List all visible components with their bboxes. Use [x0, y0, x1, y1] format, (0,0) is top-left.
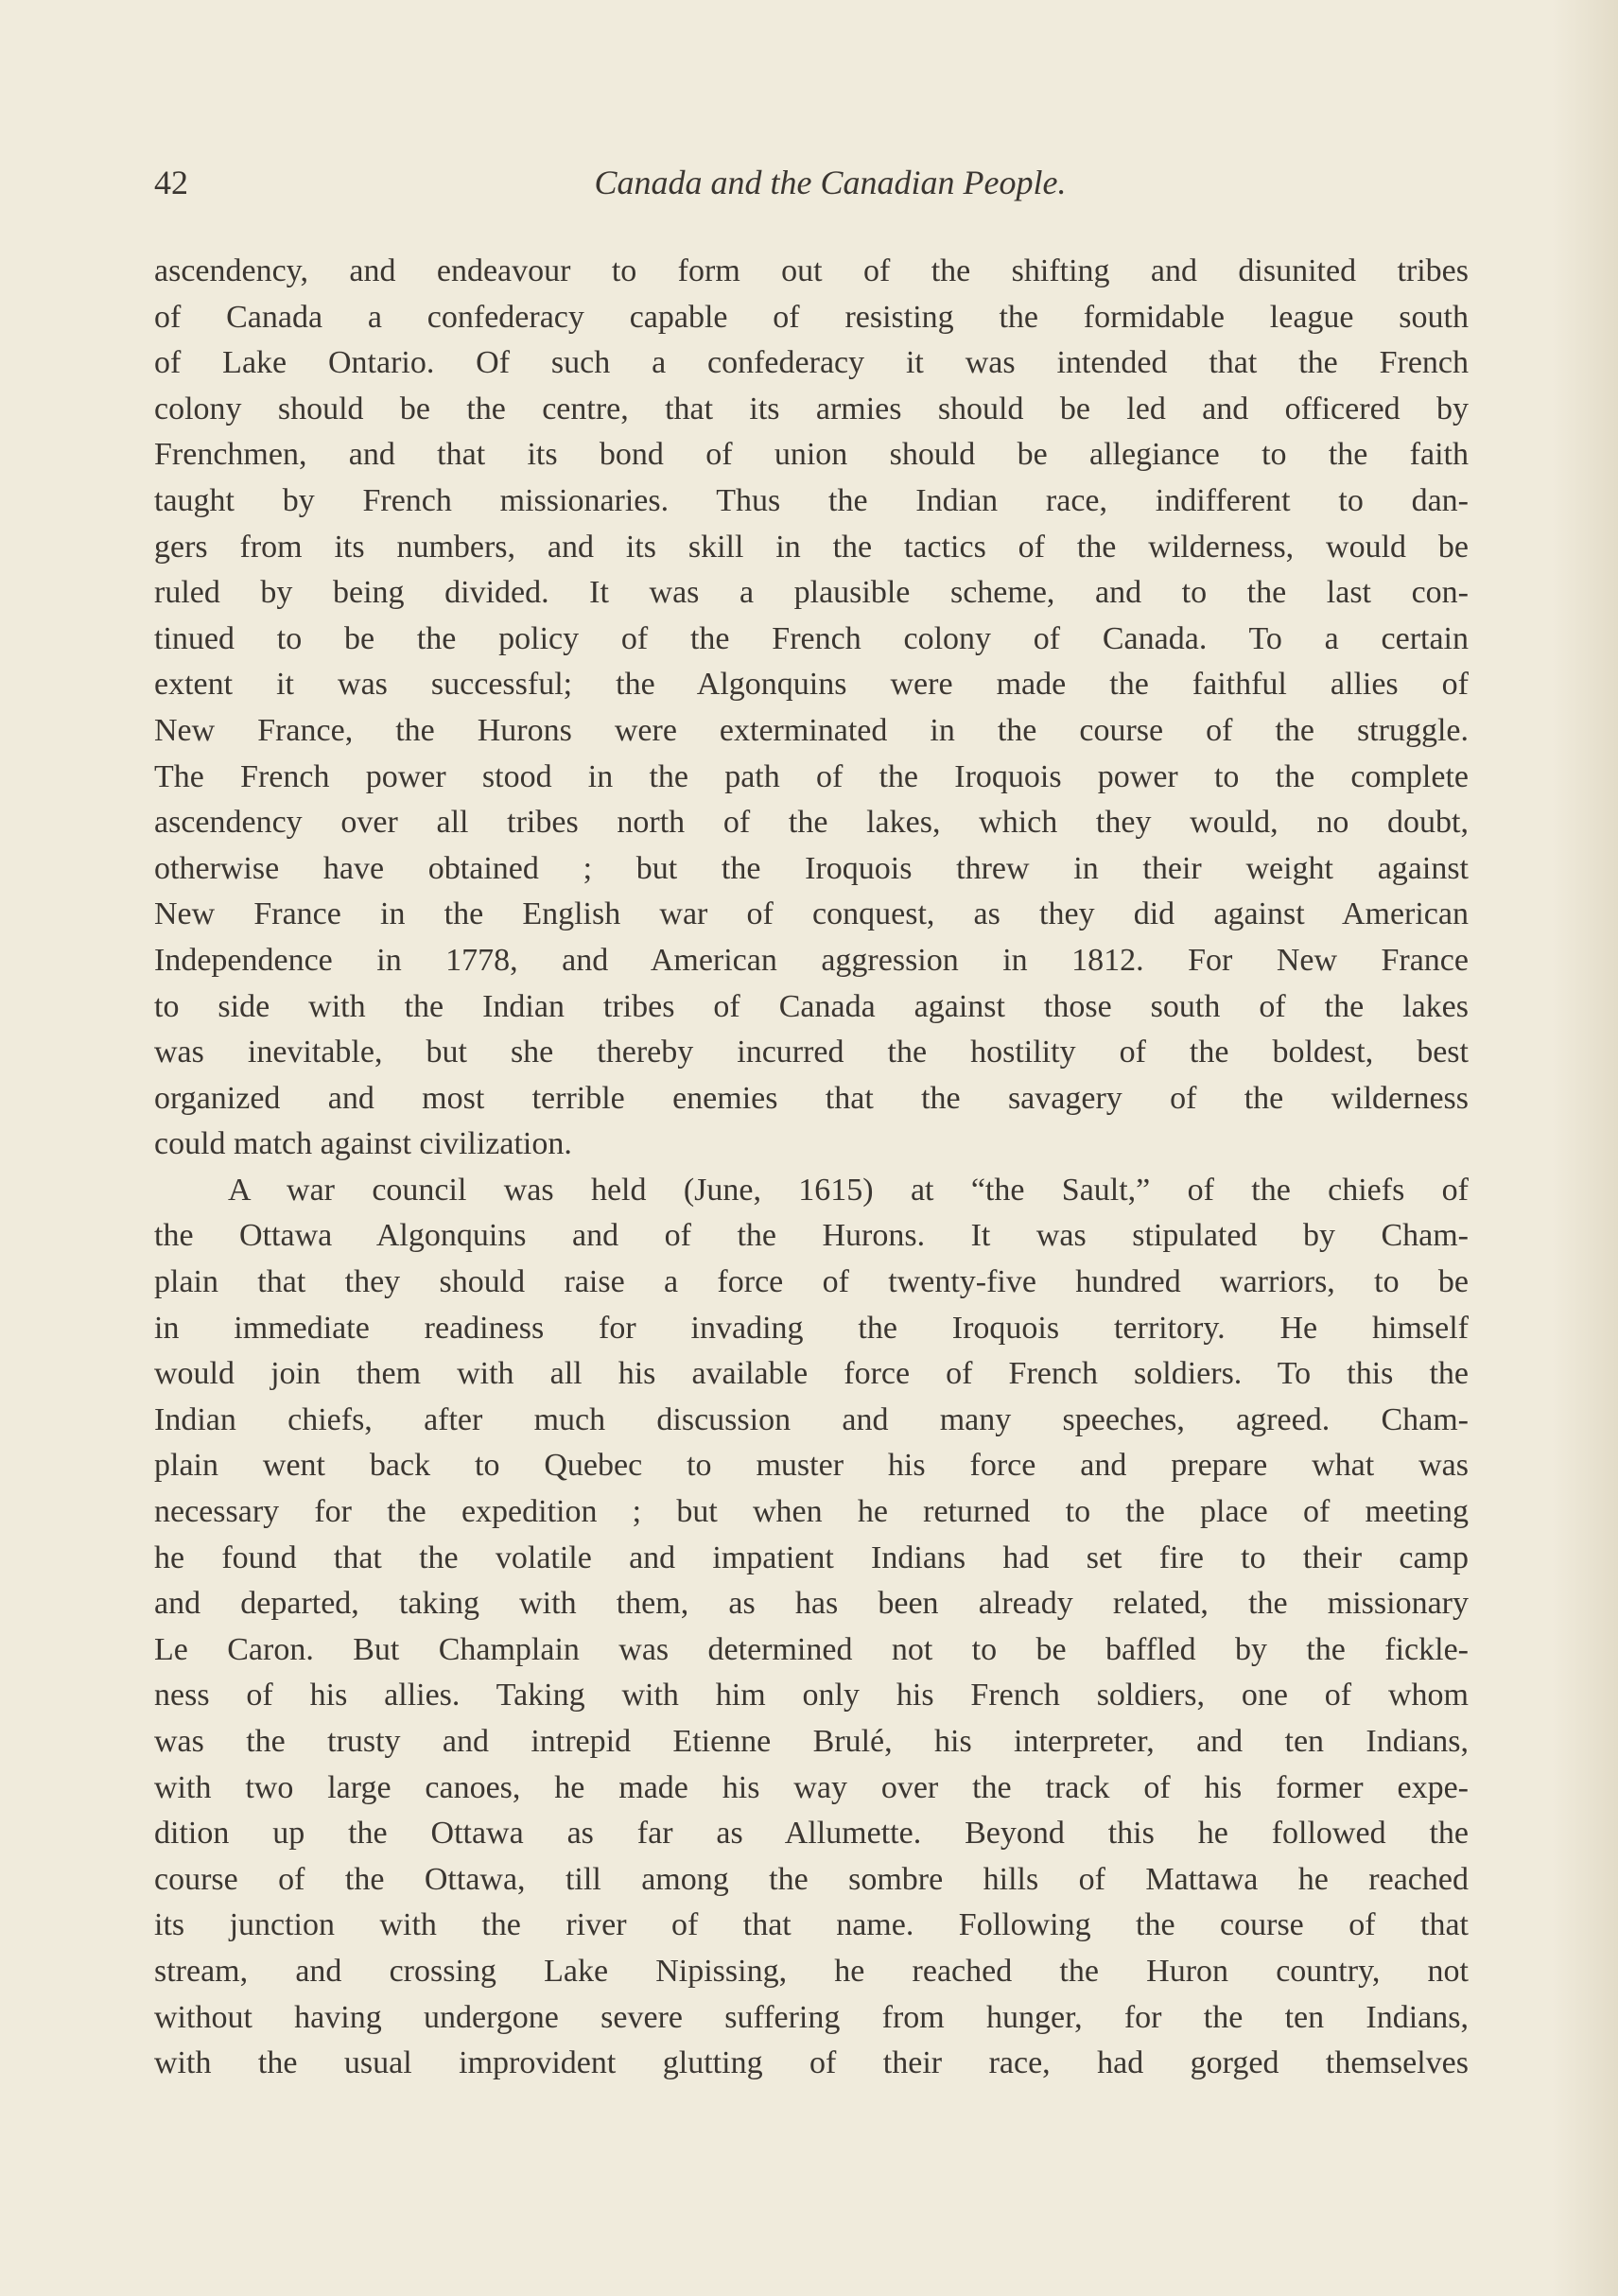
text-line: necessary for the expedition ; but when he returned to the place of meeting — [154, 1494, 1469, 1530]
text-line: with two large canoes, he made his way over the track of his former expe- — [154, 1769, 1469, 1805]
text-line: of Lake Ontario. Of such a confederacy it was intended that the French — [154, 345, 1469, 381]
text-line: the Ottawa Algonquins and of the Hurons. It was stipulated by Cham- — [154, 1218, 1469, 1254]
text-line: and departed, taking with them, as has been already related, the missionary — [154, 1586, 1469, 1622]
text-line: Independence in 1778, and American aggression in 1812. For New France — [154, 942, 1469, 978]
text-line: New France in the English war of conquest, as they did against American — [154, 896, 1469, 932]
text-line: without having undergone severe suffering from hunger, for the ten Indians, — [154, 1999, 1469, 2035]
text-line: ruled by being divided. It was a plausible scheme, and to the last con- — [154, 575, 1469, 611]
text-line: colony should be the centre, that its armies should be led and officered by — [154, 391, 1469, 426]
text-line: ascendency over all tribes north of the lakes, which they would, no doubt, — [154, 805, 1469, 841]
text-line: course of the Ottawa, till among the sombre hills of Mattawa he reached — [154, 1861, 1469, 1897]
text-line: stream, and crossing Lake Nipissing, he reached the Huron country, not — [154, 1953, 1469, 1989]
text-line: dition up the Ottawa as far as Allumette. Beyond this he followed the — [154, 1816, 1469, 1852]
text-line: with the usual improvident glutting of their race, had gorged themselves — [154, 2045, 1469, 2081]
text-line: ascendency, and endeavour to form out of the shifting and disunited tribes — [154, 253, 1469, 288]
text-line: plain went back to Quebec to muster his force and prepare what was — [154, 1448, 1469, 1484]
text-line: plain that they should raise a force of twenty-five hundred warriors, to be — [154, 1264, 1469, 1300]
text-line: The French power stood in the path of the Iroquois power to the complete — [154, 758, 1469, 794]
text-line: New France, the Hurons were exterminated in the course of the struggle. — [154, 712, 1469, 748]
text-line: was inevitable, but she thereby incurred the hostility of the boldest, best — [154, 1035, 1469, 1070]
text-line: ness of his allies. Taking with him only his French soldiers, one of whom — [154, 1678, 1469, 1713]
text-line: taught by French missionaries. Thus the Indian race, indifferent to dan- — [154, 482, 1469, 518]
page-body — [154, 249, 1469, 2087]
text-line: Indian chiefs, after much discussion and many speeches, agreed. Cham- — [154, 1401, 1469, 1437]
text-line: would join them with all his available force of French soldiers. To this the — [154, 1356, 1469, 1392]
paragraph — [154, 1168, 1469, 2087]
text-line: Frenchmen, and that its bond of union should be allegiance to the faith — [154, 437, 1469, 473]
text-line: its junction with the river of that name. Following the course of that — [154, 1907, 1469, 1943]
text-line: in immediate readiness for invading the Iroquois territory. He himself — [154, 1310, 1469, 1346]
page-number: 42 — [154, 164, 188, 201]
text-line: otherwise have obtained ; but the Iroquois threw in their weight against — [154, 850, 1469, 886]
page-edge-shadow — [1552, 0, 1618, 2296]
page-header — [154, 163, 1469, 210]
text-line: of Canada a confederacy capable of resisting the formidable league south — [154, 299, 1469, 335]
text-line: A war council was held (June, 1615) at “the Sault,” of the chiefs of — [228, 1172, 1469, 1208]
text-line: was the trusty and intrepid Etienne Brulé, his interpreter, and ten Indians, — [154, 1724, 1469, 1759]
text-line: Le Caron. But Champlain was determined not to be baffled by the fickle- — [154, 1631, 1469, 1667]
text-line: extent it was successful; the Algonquins were made the faithful allies of — [154, 667, 1469, 703]
text-line: he found that the volatile and impatient Indians had set fire to their camp — [154, 1539, 1469, 1575]
text-line: gers from its numbers, and its skill in the tactics of the wilderness, would be — [154, 529, 1469, 565]
text-line: to side with the Indian tribes of Canada against those south of the lakes — [154, 988, 1469, 1024]
text-line: organized and most terrible enemies that the savagery of the wilderness — [154, 1080, 1469, 1116]
text-line: tinued to be the policy of the French colony of Canada. To a certain — [154, 620, 1469, 656]
paragraph — [154, 249, 1469, 1168]
text-line: could match against civilization. — [154, 1126, 572, 1162]
running-title: Canada and the Canadian People. — [594, 164, 1067, 201]
